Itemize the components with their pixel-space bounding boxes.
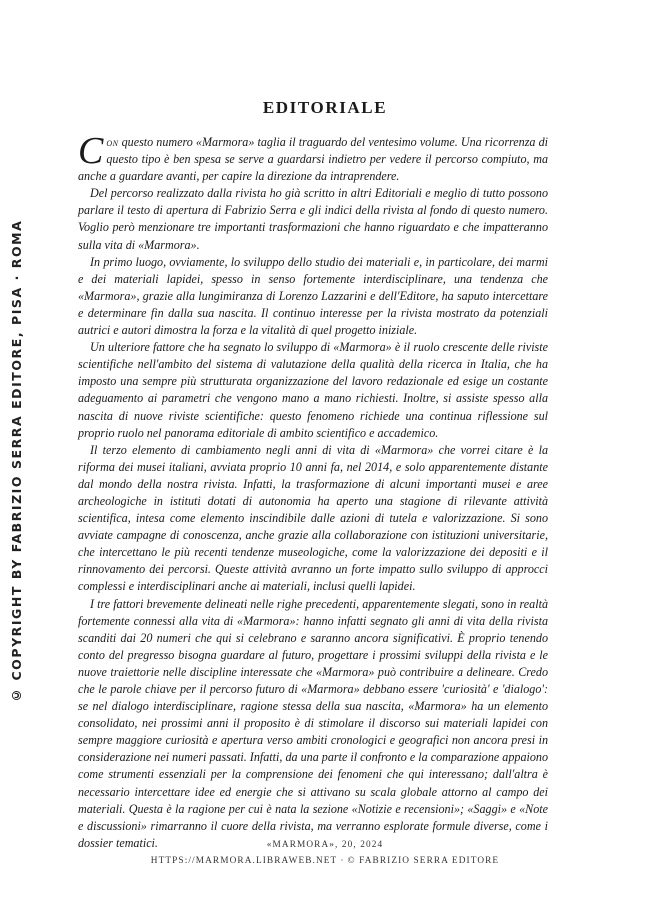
footer-url-link[interactable]: HTTPS://MARMORA.LIBRAWEB.NET (150, 856, 338, 866)
editorial-body (78, 130, 548, 852)
paragraph-1 (78, 130, 548, 185)
paragraph-3: In primo luogo, ovviamente, lo sviluppo dello studio dei materiali e, in particolare, dei marmi e dei materiali lapidei, spesso in senso fortemente interdisciplinare, una tendenza che «Marmora», grazie alla lungimiranza di Lorenzo Lazzarini e dell'Editore, ha saputo intercettare e determinare fin dalla sua nascita. Il continuo interesse per la rivista mostrato da potenziali autrici e autori dimostra la forza e la vitalità di quel progetto iniziale. (78, 254, 548, 338)
paragraph-2: Del percorso realizzato dalla rivista ho già scritto in altri Editoriali e meglio di tutto possono parlare il testo di apertura di Fabrizio Serra e gli indici della rivista al fondo di questo numero. Voglio però menzionare tre importanti trasformazioni che hanno riguardato e che impatteranno sulla vita di «Marmora». (78, 186, 548, 252)
footer-separator: · (340, 856, 345, 866)
paragraph-4: Un ulteriore fattore che ha segnato lo sviluppo di «Marmora» è il ruolo crescente delle riviste scientifiche nell'ambito del sistema di valutazione della qualità della ricerca in Italia, che ha imposto una sempre più strutturata organizzazione del lavoro redazionale ed esige un costante adeguamento ai parametri che vengono mano a mano richiesti. Inoltre, si assiste spesso alla nascita di nuove riviste scientifiche: questo fenomeno richiede una continua riflessione sul proprio ruolo nel panorama editoriale di ambito scientifico e accademico. (78, 340, 548, 440)
side-copyright-notice: © COPYRIGHT BY FABRIZIO SERRA EDITORE, PISA · ROMA (9, 219, 24, 703)
footer-journal-info: «MARMORA», 20, 2024 (266, 840, 384, 850)
footer-copyright: © FABRIZIO SERRA EDITORE (347, 856, 500, 866)
paragraph-1-text: questo numero «Marmora» taglia il traguardo del ventesimo volume. Una ricorrenza di questo tipo è ben spesa se serve a guardarsi indietro per vedere il percorso compiuto, ma anche a guardare avanti, per capire la direzione da intraprendere. (78, 135, 548, 184)
page-title: EDITORIALE (262, 98, 388, 117)
paragraph-1-lead: on (106, 135, 119, 149)
paragraph-5: Il terzo elemento di cambiamento negli anni di vita di «Marmora» che vorrei citare è la riforma dei musei italiani, avviata proprio 10 anni fa, nel 2014, e solo apparentemente distante dal mondo della nostra rivista. Infatti, la trasformazione di alcuni importanti musei e aree archeologiche in istituti dotati di autonomia ha aperto una stagione di rilevante attività scientifica, intesa come elemento inscindibile dalle azioni di tutela e valorizzazione. Si sono avviate campagne di conoscenza, anche grazie alla collaborazione con istituzioni universitarie, che intercettano le più recenti tendenze museologiche, come la valorizzazione dei depositi e il rinnovamento dei percorsi. Queste attività avranno un forte impatto sullo sviluppo di approcci complessi e interdisciplinari anche ai materiali, inclusi quelli lapidei. (78, 442, 548, 594)
drop-cap: C (78, 130, 104, 172)
footer-links (0, 856, 650, 866)
paragraph-6: I tre fattori brevemente delineati nelle righe precedenti, apparentemente slegati, sono in realtà fortemente connessi alla vita di «Marmora»: hanno infatti segnato gli anni di vita della rivista scanditi dai 20 numeri che qui si celebrano e saranno ancora significativi. È proprio tenendo conto del pregresso bisogna guardare al futuro, progettare i prossimi sviluppi della rivista e le nuove traiettorie nelle discipline interessate che «Marmora» può contribuire a delineare. Credo che le parole chiave per il percorso futuro di «Marmora» debbano essere 'curiosità' e 'dialogo': se nel dialogo interdisciplinare, ragione stessa della sua nascita, «Marmora» ha un elemento consolidato, nei prossimi anni il proposito è di stimolare il discorso sui materiali lapidei con sempre maggiore curiosità e apertura verso ambiti cronologici e geografici non ancora presi in considerazione nei numeri passati. Infatti, da una parte il confronto e la comparazione appaiono come strumenti essenziali per la comprensione dei fenomeni che qui interessano; dall'altra è necessario intercettare idee ed energie che si attivano su scala globale attorno al campo dei materiali. Questa è la ragione per cui è nata la sezione «Notizie e recensioni»; «Saggi» e «Note e discussioni» rimarranno il cuore della rivista, ma verranno esplorate formule diverse, come i dossier tematici. (78, 596, 548, 850)
